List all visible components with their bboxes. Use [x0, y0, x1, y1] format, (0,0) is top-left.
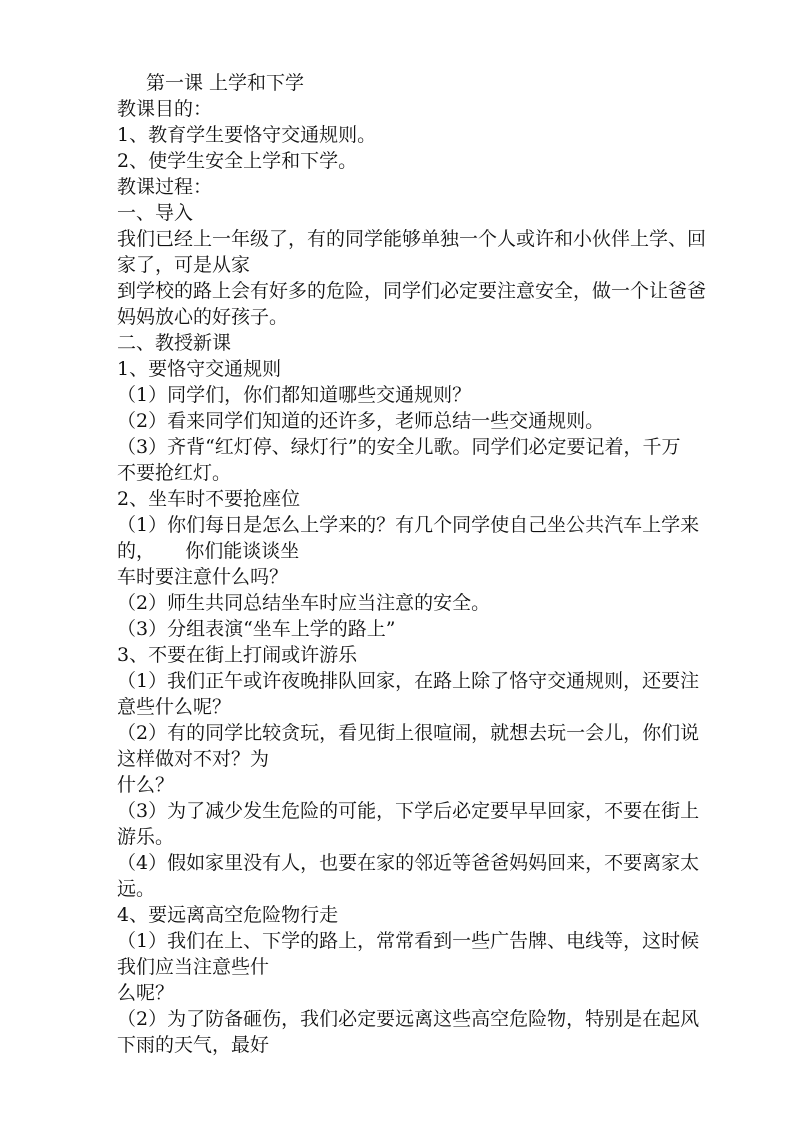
text-line: 远。	[117, 878, 156, 900]
text-line: 什么？	[117, 774, 175, 796]
text-line: 不要抢红灯。	[117, 462, 232, 484]
text-line: 教课过程：	[117, 176, 213, 198]
text-line: 2、坐车时不要抢座位	[117, 488, 301, 510]
text-line: 我们应当注意些什	[117, 956, 270, 978]
text-line: （1）你们每日是怎么上学来的？有几个同学使自己坐公共汽车上学来	[117, 514, 700, 536]
text-line: （2）为了防备砸伤，我们必定要远离这些高空危险物，特别是在起风	[117, 1008, 700, 1030]
text-line: （2）有的同学比较贪玩，看见街上很喧闹，就想去玩一会儿，你们说	[117, 722, 700, 744]
document-body	[117, 70, 707, 1058]
text-line: 车时要注意什么吗？	[117, 566, 289, 588]
text-line: 2、使学生安全上学和下学。	[117, 150, 358, 172]
text-line: 4、要远离高空危险物行走	[117, 904, 339, 926]
text-line: 么呢？	[117, 982, 175, 1004]
text-line: （1）我们在上、下学的路上，常常看到一些广告牌、电线等，这时候	[117, 930, 700, 952]
text-line: 意些什么呢？	[117, 696, 232, 718]
text-line: 到学校的路上会有好多的危险，同学们必定要注意安全，做一个让爸爸	[117, 280, 707, 302]
text-line: 这样做对不对？为	[117, 748, 270, 770]
text-line: 下雨的天气，最好	[117, 1034, 270, 1056]
text-line: （1）我们正午或许夜晚排队回家，在路上除了恪守交通规则，还要注	[117, 670, 700, 692]
text-line: 二、教授新课	[117, 332, 232, 354]
text-line: 1、要恪守交通规则	[117, 358, 282, 380]
lesson-title: 第一课 上学和下学	[146, 72, 305, 94]
text-line: （2）看来同学们知道的还许多，老师总结一些交通规则。	[117, 410, 605, 432]
text-line: （4）假如家里没有人，也要在家的邻近等爸爸妈妈回来，不要离家太	[117, 852, 700, 874]
text-line: （3）分组表演“坐车上学的路上”	[117, 618, 396, 640]
text-line: 教课目的：	[117, 98, 213, 120]
text-line: 妈妈放心的好孩子。	[117, 306, 289, 328]
text-line: 家了，可是从家	[117, 254, 251, 276]
text-line: 3、不要在街上打闹或许游乐	[117, 644, 358, 666]
text-line: （3）齐背“红灯停、绿灯行”的安全儿歌。同学们必定要记着，千万	[117, 436, 681, 458]
text-line: 我们已经上一年级了，有的同学能够单独一个人或许和小伙伴上学、回	[117, 228, 707, 250]
text-line: 的， 你们能谈谈坐	[117, 540, 300, 562]
text-line: （3）为了减少发生危险的可能，下学后必定要早早回家，不要在街上	[117, 800, 700, 822]
text-line: （2）师生共同总结坐车时应当注意的安全。	[117, 592, 491, 614]
text-line: 1、教育学生要恪守交通规则。	[117, 124, 377, 146]
text-line: 一、导入	[117, 202, 194, 224]
text-line: （1）同学们，你们都知道哪些交通规则？	[117, 384, 472, 406]
text-line: 游乐。	[117, 826, 175, 848]
